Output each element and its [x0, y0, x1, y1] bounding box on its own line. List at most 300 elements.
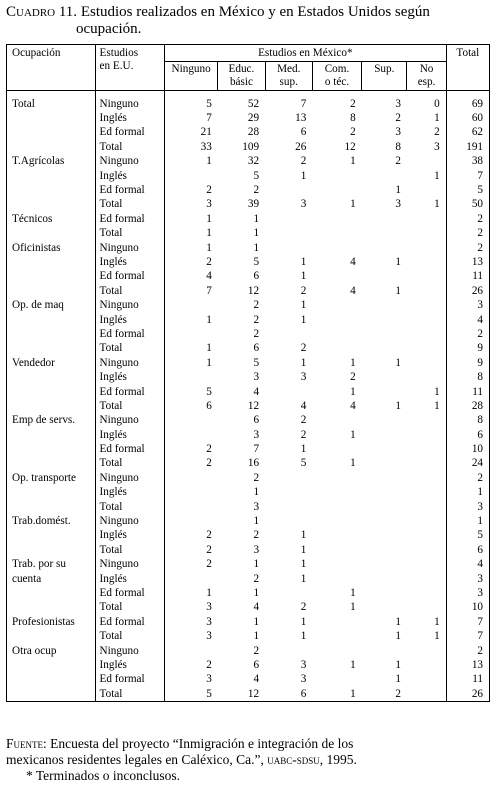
cell-value: 1 [312, 687, 361, 702]
cell-value: 12 [247, 399, 260, 412]
cell-value: 3 [395, 198, 401, 211]
table-row [7, 687, 490, 702]
cell-value [312, 313, 361, 327]
cell-value: 3 [206, 673, 212, 686]
cell-ocupacion [7, 140, 96, 154]
cell-value: 3 [206, 198, 212, 211]
cell-value: 13 [295, 112, 307, 125]
cell-value [312, 442, 361, 456]
cell-value [407, 486, 446, 500]
cell-value: 16 [247, 457, 260, 470]
cell-estudios-eu: Ninguno [95, 471, 164, 485]
cell-value [164, 572, 217, 586]
cell-ocupacion [7, 629, 96, 643]
cell-estudios-eu: Inglés [95, 658, 164, 672]
cell-value [407, 442, 446, 456]
cell-value: 1 [300, 270, 307, 283]
table-row [7, 183, 490, 197]
table-row [7, 313, 490, 327]
cell-value [312, 558, 361, 572]
cell-value [362, 212, 407, 226]
cell-ocupacion [7, 126, 96, 140]
cell-estudios-eu: Ninguno [95, 97, 164, 111]
cell-value: 6 [253, 414, 260, 427]
cell-estudios-eu: Ed formal [95, 270, 164, 284]
cell-ocupacion [7, 442, 96, 456]
cell-estudios-eu: Inglés [95, 111, 164, 125]
table-row [7, 212, 490, 226]
cell-value [164, 414, 217, 428]
cell-ocupacion: Total [7, 97, 96, 111]
cell-total: 2 [446, 227, 489, 241]
cell-estudios-eu: Ed formal [95, 442, 164, 456]
cell-value [362, 543, 407, 557]
cell-value [362, 644, 407, 658]
cell-value [362, 169, 407, 183]
cell-estudios-eu: Inglés [95, 428, 164, 442]
cell-value: 1 [407, 385, 446, 399]
cell-value: 2 [253, 299, 260, 312]
cell-value: 1 [395, 658, 401, 671]
cell-value: 1 [253, 227, 260, 240]
table-row [7, 514, 490, 528]
cell-value: 6 [253, 270, 260, 283]
table-row [7, 601, 490, 615]
cell-value [407, 298, 446, 312]
table-row [7, 284, 490, 298]
cell-value [407, 471, 446, 485]
table-row [7, 572, 490, 586]
cell-value [312, 486, 361, 500]
cell-value [407, 356, 446, 370]
cell-estudios-eu: Inglés [95, 169, 164, 183]
cell-value [407, 284, 446, 298]
header-ocupacion: Ocupación [7, 45, 96, 91]
cell-ocupacion [7, 313, 96, 327]
cell-value: 1 [300, 630, 307, 643]
cell-estudios-eu: Ed formal [95, 212, 164, 226]
table-row [7, 241, 490, 255]
cell-value: 2 [206, 558, 212, 571]
cell-value: 1 [253, 630, 260, 643]
cell-value: 21 [200, 126, 212, 139]
cell-estudios-eu: Ninguno [95, 155, 164, 169]
table-row [7, 500, 490, 514]
cell-estudios-eu: Ed formal [95, 615, 164, 629]
cell-value [312, 327, 361, 341]
cell-value [362, 428, 407, 442]
cell-value [407, 687, 446, 702]
cell-total: 50 [446, 198, 489, 212]
cell-ocupacion [7, 687, 96, 702]
cell-value: 5 [253, 255, 260, 268]
cell-value: 1 [300, 255, 307, 268]
cell-total: 10 [446, 442, 489, 456]
table-body [7, 91, 490, 702]
cell-value: 109 [242, 140, 260, 153]
cell-value: 3 [253, 500, 260, 513]
cell-value: 4 [206, 270, 212, 283]
cell-total: 3 [446, 586, 489, 600]
table-row [7, 615, 490, 629]
cell-ocupacion [7, 255, 96, 269]
cell-value: 2 [206, 443, 212, 456]
cell-value: 7 [253, 443, 260, 456]
cell-total: 2 [446, 327, 489, 341]
cell-value [407, 586, 446, 600]
cell-estudios-eu: Ed formal [95, 586, 164, 600]
table-row [7, 342, 490, 356]
cell-value: 0 [407, 97, 446, 111]
cell-value: 12 [247, 284, 260, 297]
cell-total: 69 [446, 97, 489, 111]
table-row [7, 270, 490, 284]
cell-value: 1 [206, 313, 212, 326]
cell-value [407, 270, 446, 284]
cell-value [312, 471, 361, 485]
cell-estudios-eu: Ninguno [95, 356, 164, 370]
cell-value [407, 428, 446, 442]
cell-value: 4 [253, 601, 260, 614]
cell-total: 191 [446, 140, 489, 154]
table-row [7, 428, 490, 442]
cell-total: 28 [446, 399, 489, 413]
cell-value: 32 [247, 155, 260, 168]
table-row [7, 658, 490, 672]
cell-estudios-eu: Ninguno [95, 414, 164, 428]
cell-value: 2 [253, 184, 260, 197]
cell-value: 1 [350, 385, 356, 398]
cell-ocupacion [7, 111, 96, 125]
cell-value: 1 [350, 457, 356, 470]
cell-value [312, 270, 361, 284]
cell-ocupacion: Otra ocup [7, 644, 96, 658]
cell-estudios-eu: Inglés [95, 486, 164, 500]
footer-source-acronym: uabc-sdsu [267, 752, 320, 767]
cell-value [312, 644, 361, 658]
cell-total: 3 [446, 298, 489, 312]
cell-value: 3 [407, 140, 446, 154]
cell-value [265, 471, 312, 485]
cell-estudios-eu: Ed formal [95, 385, 164, 399]
cell-value: 1 [350, 586, 356, 599]
cell-value: 2 [300, 601, 307, 614]
cell-value [407, 500, 446, 514]
cell-value [407, 255, 446, 269]
cell-estudios-eu: Total [95, 629, 164, 643]
cell-ocupacion: Trab. por su [7, 558, 96, 572]
cell-value [164, 500, 217, 514]
cell-ocupacion [7, 169, 96, 183]
cell-value [164, 471, 217, 485]
cell-value [312, 629, 361, 643]
table-row [7, 255, 490, 269]
cell-ocupacion: cuenta [7, 572, 96, 586]
cell-value: 1 [350, 601, 356, 614]
cell-value [312, 514, 361, 528]
cell-value [312, 414, 361, 428]
table-row [7, 399, 490, 413]
cell-value: 1 [253, 212, 260, 225]
table-row [7, 140, 490, 154]
cell-value: 1 [206, 342, 212, 355]
cell-value: 1 [350, 428, 356, 441]
cell-ocupacion: Emp de servs. [7, 414, 96, 428]
cell-value: 2 [300, 155, 307, 168]
footer-label: Fuente: [6, 736, 47, 751]
cell-value: 1 [206, 212, 212, 225]
cell-estudios-eu: Total [95, 227, 164, 241]
cell-estudios-eu: Total [95, 543, 164, 557]
cell-value [407, 514, 446, 528]
cell-estudios-eu: Total [95, 500, 164, 514]
cell-ocupacion [7, 370, 96, 384]
cell-value [312, 241, 361, 255]
cell-value: 3 [253, 543, 260, 556]
cell-value [362, 586, 407, 600]
cell-value: 2 [206, 529, 212, 542]
cell-value: 2 [407, 126, 446, 140]
table-row [7, 457, 490, 471]
cell-value [312, 212, 361, 226]
table-row [7, 97, 490, 111]
cell-total: 4 [446, 313, 489, 327]
cell-value [362, 572, 407, 586]
cell-total: 4 [446, 558, 489, 572]
cell-value: 1 [350, 155, 356, 168]
cell-total: 11 [446, 270, 489, 284]
cell-value: 1 [253, 586, 260, 599]
cell-value: 29 [247, 112, 260, 125]
cell-ocupacion [7, 385, 96, 399]
cell-value [362, 601, 407, 615]
cell-value [407, 457, 446, 471]
table-row [7, 644, 490, 658]
cell-total: 2 [446, 644, 489, 658]
cell-value: 3 [206, 615, 212, 628]
cell-total: 9 [446, 342, 489, 356]
cell-value [312, 342, 361, 356]
cell-value: 1 [300, 529, 307, 542]
cell-estudios-eu: Total [95, 687, 164, 702]
cell-value: 2 [253, 572, 260, 585]
cell-ocupacion [7, 457, 96, 471]
cell-value [164, 370, 217, 384]
cell-value: 7 [300, 97, 307, 110]
cell-ocupacion [7, 428, 96, 442]
cell-value: 1 [300, 572, 307, 585]
cell-total: 13 [446, 658, 489, 672]
cell-value: 1 [407, 629, 446, 643]
cell-total: 26 [446, 687, 489, 702]
header-col-4: Sup. [362, 62, 407, 91]
cell-value [265, 514, 312, 528]
cell-value: 7 [206, 112, 212, 125]
cell-total: 60 [446, 111, 489, 125]
table-row [7, 169, 490, 183]
cell-value: 2 [395, 155, 401, 168]
cell-value [164, 486, 217, 500]
cell-value: 3 [206, 630, 212, 643]
table-row [7, 586, 490, 600]
table-row [7, 629, 490, 643]
cell-ocupacion: Op. transporte [7, 471, 96, 485]
cell-value [265, 385, 312, 399]
cell-value: 1 [395, 673, 401, 686]
cell-value [407, 227, 446, 241]
cell-value: 3 [300, 658, 307, 671]
cell-estudios-eu: Inglés [95, 572, 164, 586]
cell-value: 3 [395, 126, 401, 139]
cell-value [265, 486, 312, 500]
cell-value: 8 [350, 112, 356, 125]
cell-value: 5 [253, 356, 260, 369]
cell-estudios-eu: Total [95, 342, 164, 356]
cell-value: 5 [253, 169, 260, 182]
cell-ocupacion: Trab.domést. [7, 514, 96, 528]
cell-value [407, 658, 446, 672]
cell-value: 2 [300, 414, 307, 427]
cell-value [407, 414, 446, 428]
cell-value [312, 529, 361, 543]
cell-value [362, 370, 407, 384]
table-row [7, 155, 490, 169]
cell-value [312, 298, 361, 312]
cell-ocupacion [7, 342, 96, 356]
cell-value: 1 [407, 111, 446, 125]
cell-value [407, 543, 446, 557]
cell-value: 2 [206, 255, 212, 268]
header-estudios-eu: Estudios en E.U. [95, 45, 164, 91]
cell-total: 38 [446, 155, 489, 169]
cell-value: 2 [206, 543, 212, 556]
cell-value [362, 442, 407, 456]
cell-value [312, 227, 361, 241]
cell-value: 6 [300, 126, 307, 139]
cell-value: 26 [295, 140, 307, 153]
table-row [7, 126, 490, 140]
cell-total: 9 [446, 356, 489, 370]
cell-value: 1 [206, 356, 212, 369]
cell-value [362, 558, 407, 572]
cell-value: 1 [407, 198, 446, 212]
header-col-1: Educ. básic [218, 62, 265, 91]
cell-value [362, 270, 407, 284]
cell-value: 2 [350, 97, 356, 110]
cell-value: 3 [206, 601, 212, 614]
cell-value [362, 227, 407, 241]
cell-value: 2 [300, 284, 307, 297]
cell-value: 1 [253, 558, 260, 571]
cell-value: 2 [253, 327, 260, 340]
header-col-5: No esp. [407, 62, 446, 91]
cell-estudios-eu: Inglés [95, 313, 164, 327]
cell-estudios-eu: Ninguno [95, 514, 164, 528]
cell-total: 1 [446, 514, 489, 528]
table-row [7, 111, 490, 125]
cell-value: 2 [253, 529, 260, 542]
cell-total: 2 [446, 471, 489, 485]
cell-value: 1 [206, 586, 212, 599]
cell-value: 5 [206, 97, 212, 110]
cell-value: 3 [395, 97, 401, 110]
cell-total: 1 [446, 486, 489, 500]
cell-value [265, 212, 312, 226]
cell-value: 2 [300, 428, 307, 441]
footer-year: , 1995. [319, 752, 357, 767]
cell-ocupacion: Op. de maq [7, 298, 96, 312]
cell-value: 6 [265, 687, 312, 702]
caption-text: Estudios realizados en México y en Estados Unidos según [80, 4, 430, 20]
cell-value: 12 [344, 140, 356, 153]
cell-value: 1 [395, 255, 401, 268]
cell-value: 6 [253, 342, 260, 355]
cell-value [407, 558, 446, 572]
cell-value: 39 [247, 198, 260, 211]
cell-value [265, 644, 312, 658]
cell-value: 1 [253, 486, 260, 499]
cell-estudios-eu: Ninguno [95, 558, 164, 572]
table-caption [6, 4, 492, 38]
cell-value: 1 [395, 399, 401, 412]
cell-value: 1 [350, 658, 356, 671]
cell-value [362, 385, 407, 399]
cell-value: 1 [253, 241, 260, 254]
table-footer [6, 736, 490, 784]
cell-value: 2 [362, 687, 407, 702]
cell-value: 1 [206, 155, 212, 168]
caption-text-line2: ocupación. [76, 21, 142, 37]
cell-value [362, 500, 407, 514]
cell-value: 1 [300, 543, 307, 556]
caption-label: Cuadro 11. [6, 4, 78, 20]
cell-value: 1 [206, 241, 212, 254]
table-row [7, 327, 490, 341]
cell-value [407, 212, 446, 226]
cell-value [362, 313, 407, 327]
table-row [7, 543, 490, 557]
cell-value [407, 327, 446, 341]
cell-ocupacion: Oficinistas [7, 241, 96, 255]
table-row [7, 414, 490, 428]
cell-value: 4 [300, 399, 307, 412]
cell-ocupacion [7, 673, 96, 687]
cell-total: 62 [446, 126, 489, 140]
cell-value [164, 169, 217, 183]
cell-value: 5 [300, 457, 307, 470]
cell-value: 12 [218, 687, 265, 702]
footer-text-line2: mexicanos residentes legales en Caléxico, Ca.”, [6, 752, 264, 767]
cell-value: 1 [300, 313, 307, 326]
cell-value: 1 [253, 615, 260, 628]
cell-ocupacion [7, 543, 96, 557]
table-row [7, 673, 490, 687]
cell-estudios-eu: Ed formal [95, 327, 164, 341]
cell-total: 3 [446, 500, 489, 514]
cell-value: 1 [407, 169, 446, 183]
cell-ocupacion: Vendedor [7, 356, 96, 370]
cell-value: 1 [395, 615, 401, 628]
cell-value: 4 [350, 255, 356, 268]
cell-total: 2 [446, 241, 489, 255]
cell-value [312, 543, 361, 557]
cell-value: 1 [350, 198, 356, 211]
cell-value: 5 [206, 385, 212, 398]
cell-value: 28 [247, 126, 260, 139]
cell-value: 52 [247, 97, 260, 110]
cell-value [407, 673, 446, 687]
table-row [7, 471, 490, 485]
